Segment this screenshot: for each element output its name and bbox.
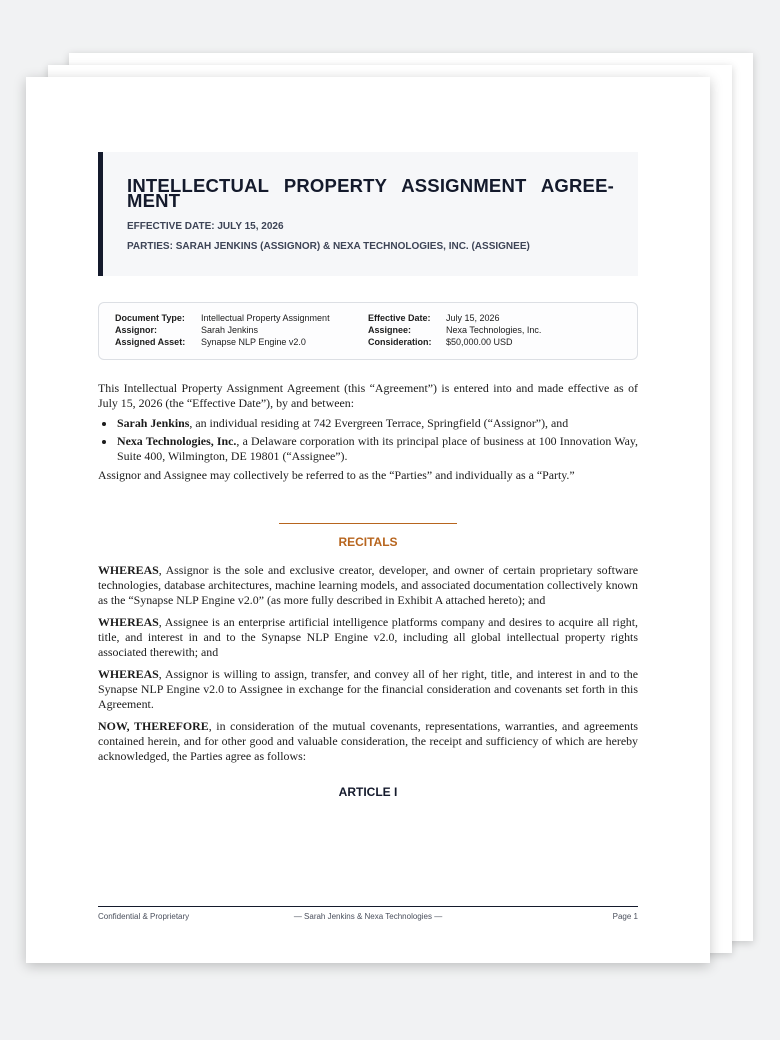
recital-text: , Assignor is willing to assign, transfer, and convey all of her right, title, and interest in and to the Synapse NLP Engine v2.0 to Assignee in exchange for the financial consideration and covenants set forth in this Agreement.	[98, 667, 638, 711]
party-name: Sarah Jenkins	[117, 416, 190, 430]
section-divider	[279, 523, 457, 524]
recital-text: , Assignee is an enterprise artificial intelligence platforms company and desires to acquire all right, title, and interest in and to the Synapse NLP Engine v2.0, including all global intellectual property rights associated therewith; and	[98, 615, 638, 659]
summary-column-right	[368, 312, 621, 348]
summary-value: Intellectual Property Assignment	[201, 313, 330, 323]
recital-text: , in consideration of the mutual covenants, representations, warranties, and agreements contained herein, and for other good and valuable consideration, the receipt and sufficiency of which are hereby acknowledged, the Parties agree as follows:	[98, 719, 638, 763]
intro-paragraph: This Intellectual Property Assignment Agreement (this “Agreement”) is entered into and made effective as of July 15, 2026 (the “Effective Date”), by and between:	[98, 381, 638, 410]
summary-label: Assignee:	[368, 325, 412, 335]
list-item	[116, 434, 638, 464]
summary-column-left	[115, 312, 368, 348]
recital-lead: WHEREAS	[98, 667, 159, 681]
summary-label: Assignor:	[115, 325, 158, 335]
party-name: Nexa Technologies, Inc.	[117, 434, 237, 448]
recital-paragraph	[98, 615, 638, 660]
recital-text: , Assignor is the sole and exclusive creator, developer, and owner of certain proprietary software technologies, database architectures, machine learning models, and associated documentation collectively known as the “Synapse NLP Engine v2.0” (as more fully described in Exhibit A attached hereto); and	[98, 563, 638, 607]
parties-line: PARTIES: SARAH JENKINS (ASSIGNOR) & NEXA TECHNOLOGIES, INC. (ASSIGNEE)	[127, 241, 530, 252]
page-content	[98, 152, 638, 799]
recitals-heading: RECITALS	[338, 535, 398, 549]
party-description: , an individual residing at 742 Evergreen Terrace, Springfield (“Assignor”), and	[189, 416, 569, 430]
footer-left-text: Confidential & Proprietary	[98, 912, 190, 921]
summary-value: $50,000.00 USD	[446, 337, 513, 347]
title-block	[98, 152, 638, 276]
summary-row	[115, 336, 368, 348]
recital-paragraph	[98, 667, 638, 712]
document-title-line1: INTELLECTUAL PROPERTY ASSIGNMENT AGREE-	[127, 175, 614, 196]
recital-paragraph	[98, 719, 638, 764]
article-heading: ARTICLE I	[338, 785, 398, 799]
document-title-line2: MENT	[127, 190, 181, 211]
summary-row	[368, 324, 621, 336]
party-description: , a Delaware corporation with its principal place of business at 100 Innovation Way, Suite 400, Wilmington, DE 19801 (“Assignee”).	[117, 434, 638, 463]
summary-row	[368, 336, 621, 348]
recital-paragraph	[98, 563, 638, 608]
recital-lead: WHEREAS	[98, 563, 159, 577]
summary-label: Document Type:	[115, 313, 185, 323]
summary-label: Consideration:	[368, 337, 432, 347]
recital-lead: NOW, THEREFORE	[98, 719, 209, 733]
effective-date-line: EFFECTIVE DATE: JULY 15, 2026	[127, 221, 284, 232]
page-footer	[98, 906, 638, 921]
parties-closing-paragraph: Assignor and Assignee may collectively be referred to as the “Parties” and individually as a “Party.”	[98, 468, 575, 482]
list-item	[116, 416, 638, 431]
summary-label: Assigned Asset:	[115, 337, 186, 347]
summary-value: Synapse NLP Engine v2.0	[201, 337, 306, 347]
summary-row	[115, 324, 368, 336]
page-number: Page 1	[612, 912, 638, 921]
summary-box	[98, 302, 638, 360]
summary-value: Nexa Technologies, Inc.	[446, 325, 542, 335]
footer-center-text: — Sarah Jenkins & Nexa Technologies —	[293, 912, 443, 921]
summary-row	[368, 312, 621, 324]
document-page	[26, 77, 710, 963]
summary-value: Sarah Jenkins	[201, 325, 259, 335]
parties-list	[98, 416, 638, 464]
recital-lead: WHEREAS	[98, 615, 159, 629]
summary-row	[115, 312, 368, 324]
summary-value: July 15, 2026	[446, 313, 500, 323]
summary-label: Effective Date:	[368, 313, 431, 323]
document-title	[127, 175, 614, 211]
